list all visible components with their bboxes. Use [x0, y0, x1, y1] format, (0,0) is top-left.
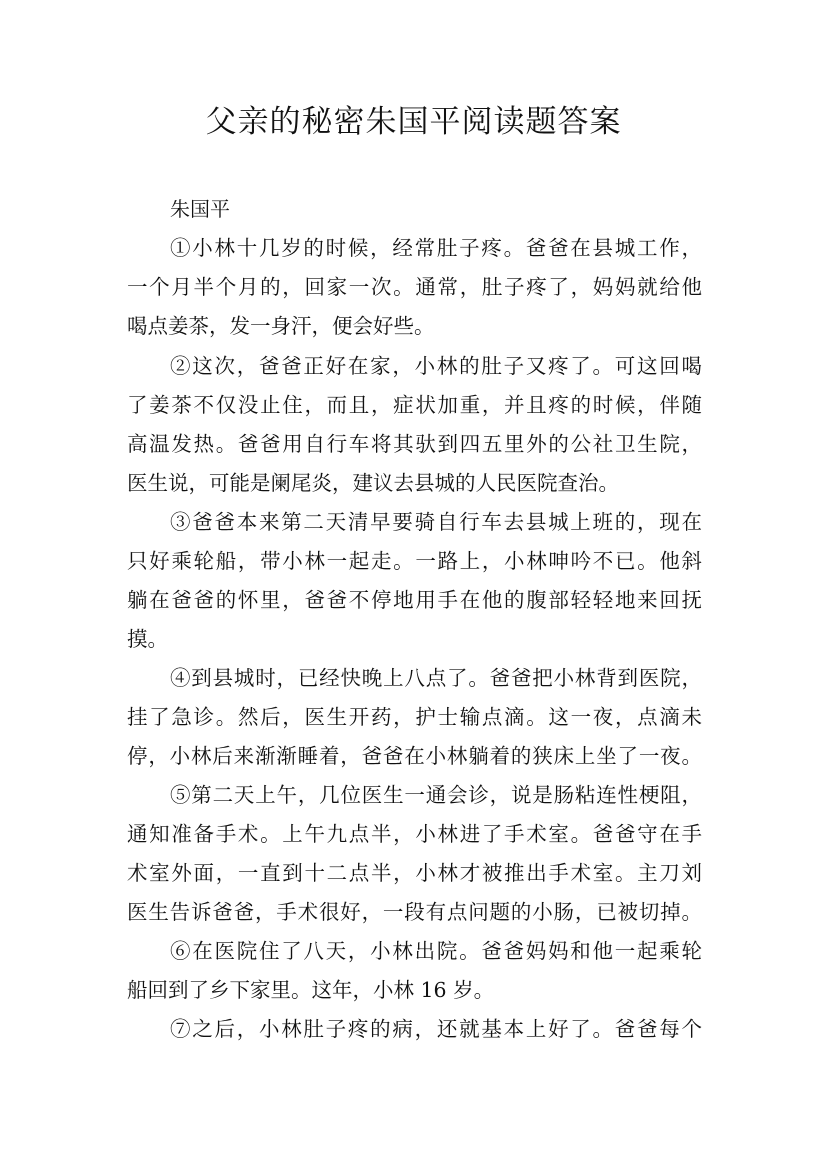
paragraph-line: 躺在爸爸的怀里，爸爸不停地用手在他的腹部轻轻地来回抚: [127, 588, 702, 612]
paragraph-line: 摸。: [127, 627, 168, 651]
paragraph-line: 术室外面，一直到十二点半，小林才被推出手术室。主刀刘: [127, 861, 702, 885]
paragraph-line: ④到县城时，已经快晚上八点了。爸爸把小林背到医院，: [170, 666, 702, 690]
paragraph-line: 挂了急诊。然后，医生开药，护士输点滴。这一夜，点滴未: [127, 705, 702, 729]
paragraph-line: 通知准备手术。上午九点半，小林进了手术室。爸爸守在手: [127, 822, 702, 846]
paragraph-line: ③爸爸本来第二天清早要骑自行车去县城上班的，现在: [170, 510, 702, 534]
paragraph-line: 停，小林后来渐渐睡着，爸爸在小林躺着的狭床上坐了一夜。: [127, 744, 702, 768]
paragraph-line: 了姜茶不仅没止住，而且，症状加重，并且疼的时候，伴随: [127, 393, 702, 417]
document-title: 父亲的秘密朱国平阅读题答案: [205, 104, 622, 140]
paragraph-line: ②这次，爸爸正好在家，小林的肚子又疼了。可这回喝: [170, 354, 702, 378]
paragraph-line: ⑤第二天上午，几位医生一通会诊，说是肠粘连性梗阻，: [170, 783, 702, 807]
paragraph-line: ⑦之后，小林肚子疼的病，还就基本上好了。爸爸每个: [170, 1017, 702, 1041]
paragraph-line: 高温发热。爸爸用自行车将其驮到四五里外的公社卫生院，: [127, 432, 702, 456]
paragraph-line: 医生说，可能是阑尾炎，建议去县城的人民医院查治。: [127, 471, 619, 495]
paragraph-line: ①小林十几岁的时候，经常肚子疼。爸爸在县城工作，: [170, 236, 702, 260]
paragraph-line: 只好乘轮船，带小林一起走。一路上，小林呻吟不已。他斜: [127, 549, 702, 573]
paragraph-line: 一个月半个月的，回家一次。通常，肚子疼了，妈妈就给他: [127, 275, 702, 299]
paragraph-line: 船回到了乡下家里。这年，小林 16 岁。: [127, 978, 495, 1002]
author-name: 朱国平: [170, 197, 230, 221]
paragraph-line: ⑥在医院住了八天，小林出院。爸爸妈妈和他一起乘轮: [170, 939, 702, 963]
paragraph-line: 喝点姜茶，发一身汗，便会好些。: [127, 314, 435, 338]
paragraph-line: 医生告诉爸爸，手术很好，一段有点问题的小肠，已被切掉。: [127, 900, 702, 924]
